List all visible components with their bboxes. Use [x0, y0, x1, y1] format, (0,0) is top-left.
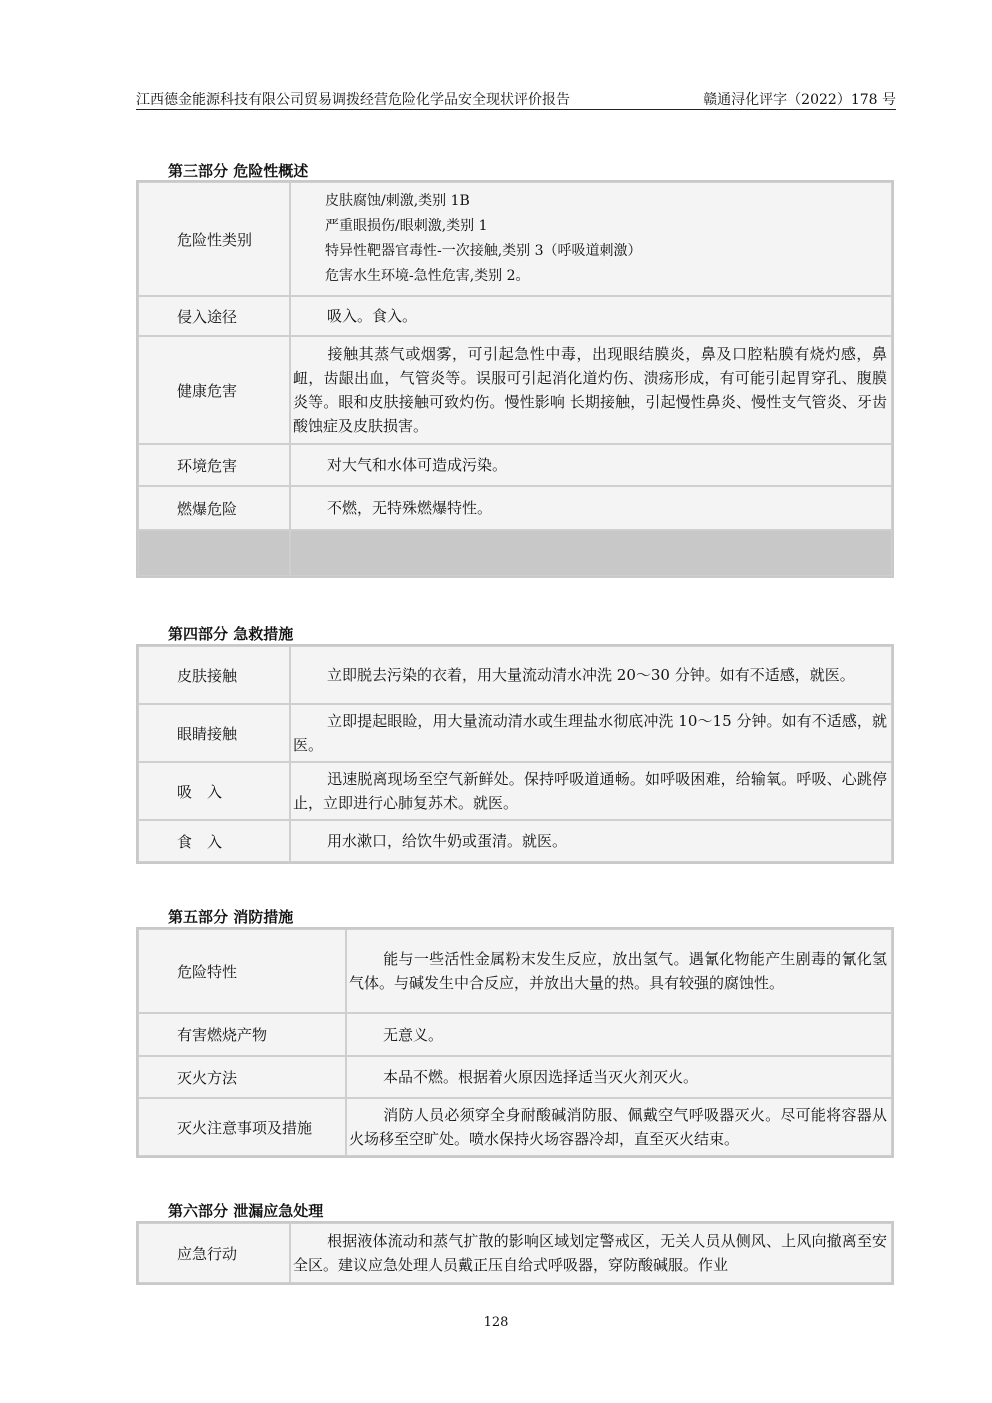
row-label: 侵入途径 — [138, 296, 290, 336]
row-value-text: 本品不燃。根据着火原因选择适当灭火剂灭火。 — [383, 1068, 699, 1086]
row-label: 环境危害 — [138, 444, 290, 486]
section-4-table — [136, 644, 894, 864]
row-value-text: 吸入。食入。 — [327, 307, 418, 325]
row-label: 应急行动 — [138, 1223, 290, 1283]
row-value — [346, 929, 892, 1013]
row-value — [290, 762, 892, 820]
section-5-table — [136, 927, 894, 1158]
empty-cell — [290, 530, 892, 576]
row-label: 健康危害 — [138, 336, 290, 444]
row-value-text: 不燃，无特殊燃爆特性。 — [327, 499, 493, 517]
row-value-text: 能与一些活性金属粉末发生反应，放出氢气。遇氰化物能产生剧毒的氰化氢气体。与碱发生中合反应，并放出大量的热。具有较强的腐蚀性。 — [349, 950, 887, 992]
row-label: 危险特性 — [138, 929, 346, 1013]
row-label: 眼睛接触 — [138, 704, 290, 762]
row-value-text: 立即脱去污染的衣着，用大量流动清水冲洗 20～30 分钟。如有不适感，就医。 — [327, 666, 855, 684]
row-label: 食 入 — [138, 820, 290, 862]
table-row — [138, 1013, 892, 1056]
table-row — [138, 182, 892, 296]
list-item: 特异性靶器官毒性-一次接触,类别 3（呼吸道刺激） — [325, 243, 642, 259]
row-value — [346, 1098, 892, 1156]
row-value-text: 消防人员必须穿全身耐酸碱消防服、佩戴空气呼吸器灭火。尽可能将容器从火场移至空旷处。喷水保持火场容器冷却，直至灭火结束。 — [349, 1106, 887, 1148]
row-value — [290, 820, 892, 862]
row-value-text: 接触其蒸气或烟雾，可引起急性中毒，出现眼结膜炎，鼻及口腔粘膜有烧灼感，鼻衄，齿龈出血，气管炎等。误服可引起消化道灼伤、溃疡形成，有可能引起胃穿孔、腹膜炎等。眼和皮肤接触可致灼伤。慢性影响 长期接触，引起慢性鼻炎、慢性支气管炎、牙齿酸蚀症及皮肤损害。 — [293, 345, 887, 435]
row-label: 吸 入 — [138, 762, 290, 820]
section-3-title: 第三部分 危险性概述 — [168, 162, 309, 180]
list-item: 严重眼损伤/眼刺激,类别 1 — [325, 218, 488, 234]
header-report-title: 江西德金能源科技有限公司贸易调拨经营危险化学品安全现状评价报告 — [136, 92, 570, 108]
row-value-text: 对大气和水体可造成污染。 — [327, 456, 508, 474]
table-row-empty — [138, 530, 892, 576]
list-item: 皮肤腐蚀/刺激,类别 1B — [325, 193, 470, 209]
table-row — [138, 486, 892, 530]
hazard-class-list — [290, 182, 892, 296]
header-report-number: 赣通浔化评字（2022）178 号 — [703, 92, 896, 108]
row-value — [290, 704, 892, 762]
header-rule — [136, 109, 896, 110]
row-label: 有害燃烧产物 — [138, 1013, 346, 1056]
table-row — [138, 444, 892, 486]
table-row — [138, 296, 892, 336]
row-value-text: 无意义。 — [383, 1025, 444, 1044]
row-label: 危险性类别 — [138, 182, 290, 296]
row-value — [290, 336, 892, 444]
row-value-text: 根据液体流动和蒸气扩散的影响区域划定警戒区，无关人员从侧风、上风向撤离至安全区。建议应急处理人员戴正压自给式呼吸器，穿防酸碱服。作业 — [293, 1232, 887, 1274]
section-4-title: 第四部分 急救措施 — [168, 625, 294, 643]
row-label: 灭火注意事项及措施 — [138, 1098, 346, 1156]
row-label: 灭火方法 — [138, 1056, 346, 1098]
page-header — [136, 89, 896, 109]
section-6-title: 第六部分 泄漏应急处理 — [168, 1202, 324, 1220]
table-row — [138, 820, 892, 862]
section-3-table — [136, 180, 894, 578]
table-row — [138, 336, 892, 444]
section-6-table — [136, 1221, 894, 1285]
list-item: 危害水生环境-急性危害,类别 2。 — [325, 268, 530, 284]
row-value — [346, 1013, 892, 1056]
row-value — [290, 1223, 892, 1283]
empty-cell — [138, 530, 290, 576]
row-value — [346, 1056, 892, 1098]
table-row — [138, 646, 892, 704]
row-label: 燃爆危险 — [138, 486, 290, 530]
row-value-text: 用水漱口，给饮牛奶或蛋清。就医。 — [327, 832, 568, 850]
row-value-text: 立即提起眼睑，用大量流动清水或生理盐水彻底冲洗 10～15 分钟。如有不适感，就医。 — [293, 712, 887, 754]
section-5-title: 第五部分 消防措施 — [168, 908, 294, 926]
row-value — [290, 486, 892, 530]
table-row — [138, 762, 892, 820]
table-row — [138, 1098, 892, 1156]
row-value — [290, 296, 892, 336]
row-value — [290, 444, 892, 486]
page-number: 128 — [483, 1315, 509, 1330]
table-row — [138, 704, 892, 762]
table-row — [138, 1223, 892, 1283]
row-label: 皮肤接触 — [138, 646, 290, 704]
table-row — [138, 929, 892, 1013]
row-value-text: 迅速脱离现场至空气新鲜处。保持呼吸道通畅。如呼吸困难，给输氧。呼吸、心跳停止，立即进行心肺复苏术。就医。 — [293, 770, 887, 812]
table-row — [138, 1056, 892, 1098]
row-value — [290, 646, 892, 704]
